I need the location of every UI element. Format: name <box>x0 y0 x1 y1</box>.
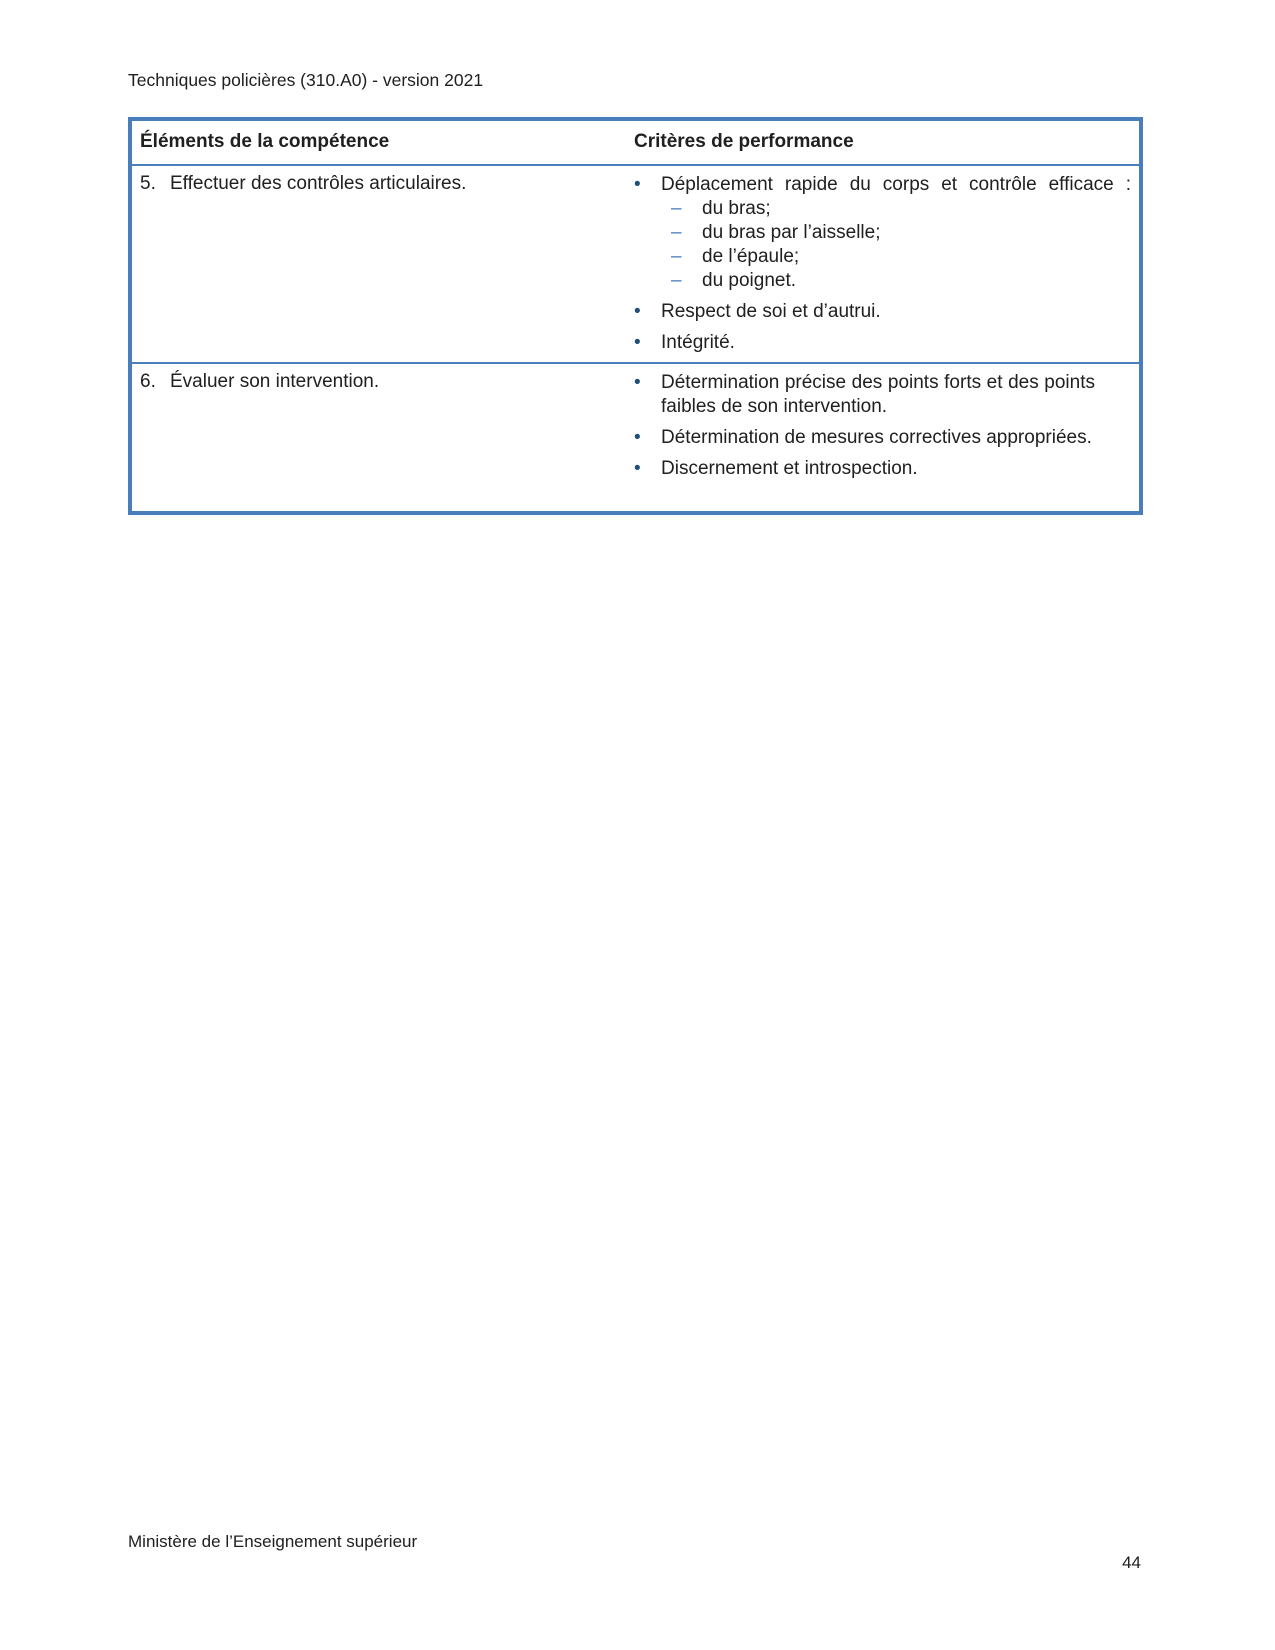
table-header-row <box>130 119 1141 165</box>
element-text: Évaluer son intervention. <box>170 371 380 392</box>
element-number: 6. <box>140 371 156 392</box>
criterion-text: Discernement et introspection. <box>661 458 918 479</box>
table-row <box>130 363 1141 513</box>
criteria-cell <box>618 165 1141 363</box>
sub-criterion-item <box>671 221 1131 245</box>
criterion-text: Détermination précise des points forts et des points faibles de son intervention. <box>661 372 1095 417</box>
criterion-text: Intégrité. <box>661 332 735 353</box>
bullet-icon: • <box>634 372 641 393</box>
criterion-item <box>634 457 1131 481</box>
sub-criterion-text: de l’épaule; <box>702 246 800 267</box>
criterion-item <box>634 426 1131 450</box>
dash-icon: – <box>671 198 682 219</box>
sub-criterion-text: du poignet. <box>702 270 797 291</box>
bullet-icon: • <box>634 174 641 195</box>
criterion-item <box>634 331 1131 355</box>
element-cell <box>130 363 618 513</box>
criterion-text: Respect de soi et d’autrui. <box>661 301 881 322</box>
dash-icon: – <box>671 222 682 243</box>
column-header-criteria: Critères de performance <box>618 119 1141 165</box>
competence-table <box>128 117 1143 515</box>
element-item <box>140 370 608 394</box>
element-number: 5. <box>140 173 156 194</box>
sub-criterion-item <box>671 197 1131 221</box>
bullet-icon: • <box>634 458 641 479</box>
table-row <box>130 165 1141 363</box>
element-text: Effectuer des contrôles articulaires. <box>170 173 467 194</box>
sub-criterion-text: du bras; <box>702 198 771 219</box>
element-item <box>140 172 608 196</box>
bullet-icon: • <box>634 332 641 353</box>
criterion-item <box>634 371 1131 419</box>
dash-icon: – <box>671 246 682 267</box>
sub-criteria-list <box>671 197 1131 293</box>
footer-ministry-text: Ministère de l’Enseignement supérieur <box>128 1532 418 1551</box>
criterion-text: Détermination de mesures correctives appropriées. <box>661 427 1092 448</box>
document-header-title: Techniques policières (310.A0) - version 2021 <box>128 70 484 90</box>
criteria-cell <box>618 363 1141 513</box>
criterion-text: Déplacement rapide du corps et contrôle efficace : <box>661 174 1131 195</box>
page-number: 44 <box>1122 1553 1141 1572</box>
element-cell <box>130 165 618 363</box>
column-header-elements: Éléments de la compétence <box>130 119 618 165</box>
sub-criterion-item <box>671 269 1131 293</box>
sub-criterion-item <box>671 245 1131 269</box>
bullet-icon: • <box>634 427 641 448</box>
criterion-item <box>634 173 1131 197</box>
bullet-icon: • <box>634 301 641 322</box>
dash-icon: – <box>671 270 682 291</box>
criterion-item <box>634 300 1131 324</box>
sub-criterion-text: du bras par l’aisselle; <box>702 222 881 243</box>
